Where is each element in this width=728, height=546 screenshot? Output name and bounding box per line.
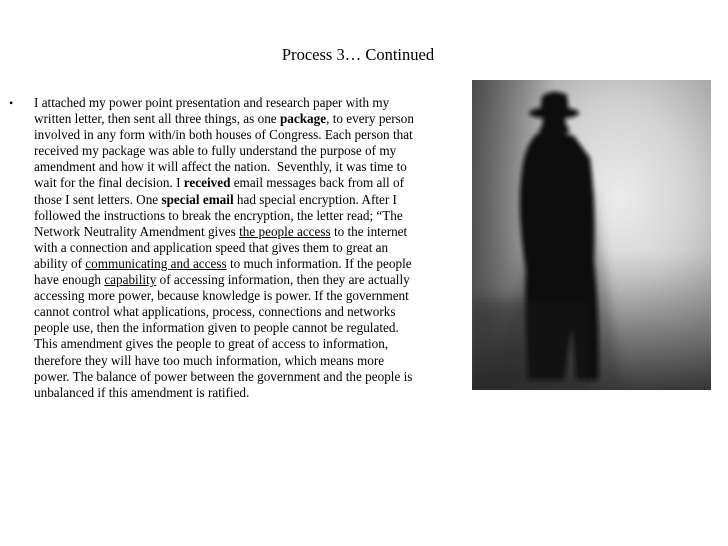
text-segment: email messages back from all of those I sent letters. One: [34, 175, 404, 207]
underlined-text-segment: the people access: [239, 223, 331, 239]
bold-text-segment: received: [183, 175, 231, 191]
text-segment: to much information. If the people have enough: [34, 255, 412, 288]
body-paragraph: [34, 95, 420, 401]
bullet-marker: •: [9, 96, 14, 110]
text-segment: , to every person involved in any form with/in both houses of Congress. Each person that received my package was able to fully understand the purpose of my amendment and how it will affect the nation. Seventhly, it was time to wait for the final decision. I: [34, 111, 414, 191]
bold-text-segment: package: [279, 111, 327, 127]
text-segment: to the internet with a connection and application speed that gives them to great an ability of: [34, 223, 408, 271]
text-segment: of accessing information, then they are actually accessing more power, because knowledge is power. If the government cannot control what applications, process, connections and networks people use, then the information given to people cannot be regulated. This amendment gives the people to great of access to information, therefore they will have too much information, which means more power. The balance of power between the government and the people is unbalanced if this amendment is ratified.: [34, 272, 413, 400]
shadow-figure-photo: [472, 80, 711, 390]
underlined-text-segment: capability: [104, 272, 157, 288]
bold-text-segment: special email: [161, 191, 234, 207]
text-segment: had special encryption. After I followed the instructions to break the encryption, the letter read; “The Network Neutrality Amendment gives: [34, 191, 403, 239]
body-paragraph-container: [34, 95, 420, 401]
underlined-text-segment: communicating and access: [85, 255, 227, 271]
slide-title: Process 3… Continued: [281, 45, 435, 64]
text-segment: I attached my power point presentation and research paper with my written letter, then sent all three things, as one: [34, 95, 390, 127]
shadow-figure-photo-icon: [472, 80, 711, 390]
